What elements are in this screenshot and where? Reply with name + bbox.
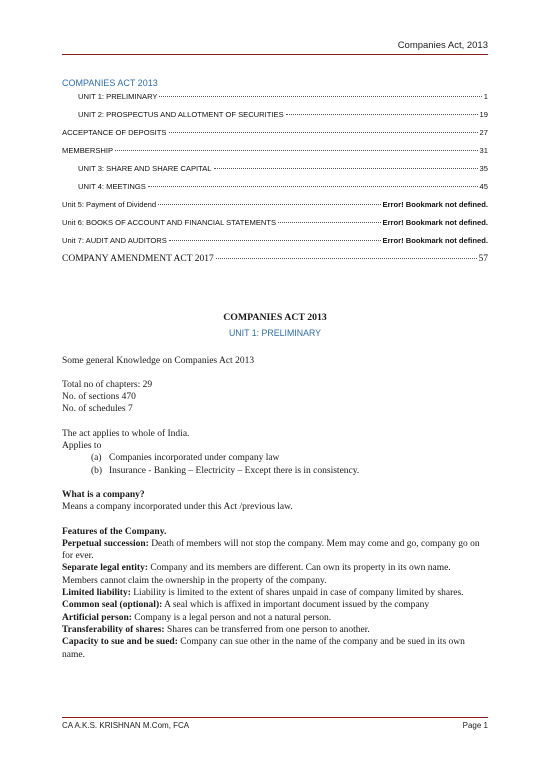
toc-heading[interactable]: COMPANIES ACT 2013 — [62, 78, 158, 88]
toc-entry[interactable] — [62, 218, 488, 230]
toc-leader — [159, 96, 481, 97]
stat-line: No. of schedules 7 — [62, 404, 133, 415]
toc-leader — [214, 168, 478, 169]
toc-entry-label: Unit 5: Payment of Dividend — [62, 200, 157, 209]
toc-entry[interactable] — [62, 254, 488, 268]
toc-entry-page: Error! Bookmark not defined. — [382, 218, 488, 227]
toc-entry-page: 57 — [478, 254, 488, 264]
feature-term: Artificial person: — [62, 612, 132, 623]
toc-entry-label: UNIT 3: SHARE AND SHARE CAPITAL — [78, 164, 212, 173]
header-title: Companies Act, 2013 — [397, 40, 488, 51]
list-item — [91, 465, 488, 477]
intro-text: Some general Knowledge on Companies Act 2013 — [62, 355, 255, 366]
feature-item — [62, 612, 488, 624]
feature-item — [62, 538, 488, 563]
features-heading-text: Features of the Company. — [62, 526, 167, 537]
question-text: What is a company? — [62, 489, 145, 500]
toc-entry-label: MEMBERSHIP — [62, 146, 114, 155]
list-number: (b) — [91, 465, 103, 476]
toc-entry-page: 27 — [479, 128, 488, 137]
toc-entry-label: UNIT 4: MEETINGS — [78, 182, 146, 191]
features-heading — [62, 526, 488, 538]
feature-term: Separate legal entity: — [62, 563, 149, 574]
toc-entry[interactable] — [62, 236, 488, 248]
toc-entry-page: 1 — [483, 92, 488, 101]
feature-item — [62, 562, 488, 587]
list-text: Insurance - Banking – Electricity – Except there is in consistency. — [109, 465, 360, 476]
toc-entry-label: UNIT 2: PROSPECTUS AND ALLOTMENT OF SECURITIES — [78, 110, 284, 119]
footer-author: CA A.K.S. KRISHNAN M.Com, FCA — [62, 721, 190, 730]
page-footer — [62, 717, 488, 730]
toc-entry[interactable] — [62, 182, 488, 194]
unit-subtitle: UNIT 1: PRELIMINARY — [228, 328, 322, 339]
toc-entry-label: ACCEPTANCE OF DEPOSITS — [62, 128, 167, 137]
toc-leader — [148, 186, 478, 187]
toc-leader — [169, 240, 381, 241]
toc-entry[interactable] — [62, 200, 488, 212]
toc-leader — [115, 150, 477, 151]
list-number: (a) — [91, 453, 102, 464]
toc-entry-label: UNIT 1: PRELIMINARY — [78, 92, 158, 101]
toc-entry-page: Error! Bookmark not defined. — [382, 236, 488, 245]
toc-entry-page: 19 — [479, 110, 488, 119]
table-of-contents — [62, 78, 488, 274]
toc-entry-label: Unit 6: BOOKS OF ACCOUNT AND FINANCIAL STATEMENTS — [62, 218, 277, 227]
list-item — [91, 452, 488, 464]
toc-entry-page: Error! Bookmark not defined. — [382, 200, 488, 209]
toc-leader — [158, 204, 380, 205]
feature-item — [62, 624, 488, 636]
feature-term: Transferability of shares: — [62, 624, 165, 635]
toc-entry[interactable] — [62, 92, 488, 104]
feature-term: Perpetual succession: — [62, 538, 149, 549]
stat-line: No. of sections 470 — [62, 392, 136, 403]
page-header — [62, 40, 488, 55]
feature-text: Death of members will not stop the company. Mem may come and go, company go on for ever. — [62, 538, 480, 562]
answer-text: Means a company incorporated under this Act /previous law. — [62, 502, 293, 513]
feature-term: Limited liability: — [62, 588, 131, 599]
toc-entry-label: Unit 7: AUDIT AND AUDITORS — [62, 236, 167, 245]
stats-block — [62, 379, 488, 416]
toc-entry-label: COMPANY AMENDMENT ACT 2017 — [62, 254, 214, 264]
toc-entry-page: 45 — [479, 182, 488, 191]
applies-list — [62, 452, 488, 477]
applies-to-label: Applies to — [62, 441, 102, 452]
toc-entry-page: 35 — [479, 164, 488, 173]
feature-text: Company can sue other in the name of the company and be sued in its own name. — [62, 637, 465, 660]
applies-line: The act applies to whole of India. — [62, 428, 190, 439]
feature-text: Company and its members are different. Can own its property in its own name. Members cannot claim the ownership in the property of the company. — [62, 563, 451, 586]
toc-entry[interactable] — [62, 110, 488, 122]
toc-leader — [286, 114, 478, 115]
toc-entry[interactable] — [62, 146, 488, 158]
toc-leader — [216, 258, 477, 259]
feature-text: Company is a legal person and not a natural person. — [131, 612, 332, 623]
feature-term: Capacity to sue and be sued: — [62, 637, 178, 648]
feature-text: A seal which is affixed in important document issued by the company — [162, 600, 430, 611]
document-body — [62, 312, 488, 661]
feature-item — [62, 587, 488, 599]
toc-entry-page: 31 — [479, 146, 488, 155]
feature-term: Common seal (optional): — [62, 600, 163, 611]
document-title: COMPANIES ACT 2013 — [223, 312, 327, 323]
list-text: Companies incorporated under company law — [109, 453, 280, 464]
toc-entry[interactable] — [62, 164, 488, 176]
feature-text: Shares can be transferred from one person to another. — [164, 624, 370, 635]
feature-item — [62, 636, 488, 661]
footer-page-number: Page 1 — [462, 721, 488, 730]
question-heading — [62, 489, 488, 501]
feature-text: Liability is limited to the extent of shares unpaid in case of company limited by shares. — [130, 588, 464, 599]
toc-leader — [278, 222, 380, 223]
feature-item — [62, 599, 488, 611]
toc-entry[interactable] — [62, 128, 488, 140]
stat-line: Total no of chapters: 29 — [62, 379, 153, 390]
toc-leader — [169, 132, 478, 133]
